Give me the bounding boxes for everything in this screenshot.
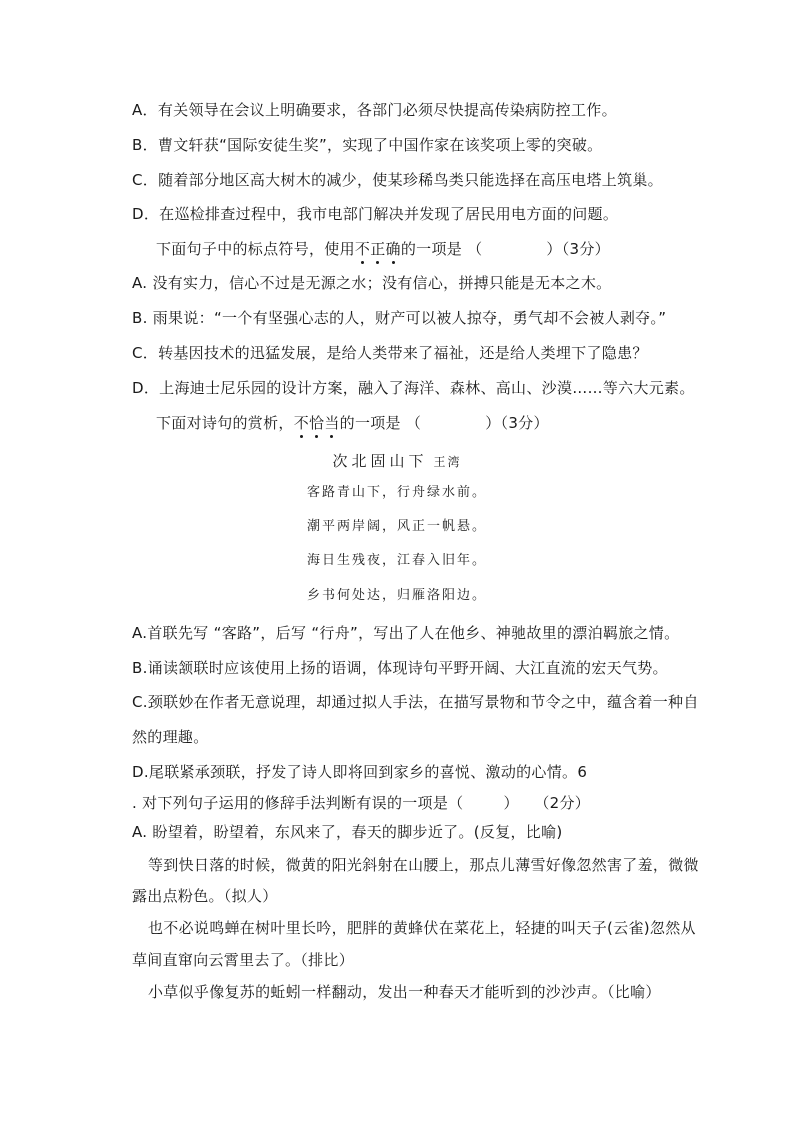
option-label: B． <box>132 136 158 154</box>
option-d-grammar <box>132 204 618 224</box>
option-c-poem-line1: C.颈联妙在作者无意说理，却通过拟人手法，在描写景物和节令之中，蕴含着一种自 <box>132 693 699 711</box>
poem-title-text: 次北固山下 <box>332 452 428 470</box>
option-c-punctuation <box>132 343 648 363</box>
option-d-punctuation <box>132 378 695 398</box>
option-b-poem: B.诵读颔联时应该使用上扬的语调，体现诗句平野开阔、大江直流的宏天气势。 <box>132 659 668 677</box>
option-a-punctuation <box>132 273 611 293</box>
option-text: 上海迪士尼乐园的设计方案，融入了海洋、森林、高山、沙漠……等六大元素。 <box>159 379 695 397</box>
option-a-grammar <box>132 100 617 120</box>
emphasis-char: 不 <box>354 240 371 258</box>
emphasis-char: 当 <box>324 414 340 432</box>
emphasis-char: 正 <box>370 240 386 258</box>
option-c-rhetoric-line1: 也不必说鸣蝉在树叶里长吟，肥胖的黄蜂伏在菜花上，轻捷的叫天子(云雀)忽然从 <box>148 919 696 937</box>
score-text: ） （2分） <box>503 794 591 812</box>
option-b-grammar <box>132 135 602 155</box>
option-text: 在巡检排查过程中，我市电部门解决并发现了居民用电方面的问题。 <box>159 205 619 223</box>
option-label: A. <box>132 274 148 292</box>
question-rhetoric-stem <box>132 793 590 813</box>
score-text: ）（3分） <box>546 240 610 258</box>
emphasis-char: 不 <box>293 414 310 432</box>
option-label: D． <box>132 379 160 397</box>
poem-author: 王湾 <box>433 455 462 469</box>
option-d-poem: D.尾联紧承颈联，抒发了诗人即将回到家乡的喜悦、激动的心情。6 <box>132 763 588 781</box>
emphasis-char: 恰 <box>309 414 325 432</box>
option-text: 雨果说：“一个有坚强心志的人，财产可以被人掠夺，勇气却不会被人剥夺。” <box>152 309 667 327</box>
poem-line: 乡书何处达，归雁洛阳边。 <box>306 588 487 603</box>
option-label: A． <box>132 101 158 119</box>
poem-line: 海日生残夜，江春入旧年。 <box>306 553 487 568</box>
option-d-rhetoric: 小草似乎像复苏的蚯蚓一样翻动，发出一种春天才能听到的沙沙声。（比喻） <box>148 983 661 1001</box>
option-text: 没有实力，信心不过是无源之水；没有信心，拼搏只能是无本之木。 <box>152 274 612 292</box>
option-label: D． <box>132 205 160 223</box>
option-c-grammar <box>132 170 663 190</box>
option-a-rhetoric: A. 盼望着，盼望着，东风来了，春天的脚步近了。(反复，比喻) <box>132 823 563 841</box>
question-poem-stem <box>156 413 549 433</box>
option-label: C． <box>132 171 159 189</box>
poem-title <box>0 450 794 471</box>
question-punctuation-stem <box>156 239 610 259</box>
stem-text: 的一项是 （ <box>339 414 422 432</box>
option-text: 有关领导在会议上明确要求，各部门必须尽快提高传染病防控工作。 <box>157 101 617 119</box>
score-text: ）（3分） <box>485 414 549 432</box>
option-b-punctuation <box>132 308 666 328</box>
option-text: 随着部分地区高大树木的减少，使某珍稀鸟类只能选择在高压电塔上筑巢。 <box>158 171 663 189</box>
poem-line: 客路青山下，行舟绿水前。 <box>306 485 487 500</box>
emphasis-char: 确 <box>385 240 401 258</box>
stem-text: 下面对诗句的赏析， <box>156 414 294 432</box>
option-text: 曹文轩获“国际安徒生奖”，实现了中国作家在该奖项上零的突破。 <box>157 136 603 154</box>
option-text: 转基因技术的迅猛发展，是给人类带来了福祉，还是给人类埋下了隐患？ <box>158 344 648 362</box>
stem-text: 下面句子中的标点符号，使用 <box>156 240 355 258</box>
option-label: B. <box>132 309 148 327</box>
option-a-poem: A.首联先写 “客路”，后写 “行舟”，写出了人在他乡、神驰故里的漂泊羁旅之情。 <box>132 624 680 642</box>
stem-text: . 对下列句子运用的修辞手法判断有误的一项是（ <box>132 794 464 812</box>
poem-line: 潮平两岸阔，风正一帆悬。 <box>306 519 487 534</box>
option-b-rhetoric-line2: 露出点粉色。（拟人） <box>132 887 278 905</box>
stem-text: 的一项是 （ <box>400 240 483 258</box>
option-label: C． <box>132 344 159 362</box>
option-c-poem-line2: 然的理趣。 <box>132 728 209 746</box>
option-b-rhetoric-line1: 等到快日落的时候，微黄的阳光斜射在山腰上，那点儿薄雪好像忽然害了羞，微微 <box>148 856 699 874</box>
option-c-rhetoric-line2: 草间直窜向云霄里去了。（排比） <box>132 951 355 969</box>
